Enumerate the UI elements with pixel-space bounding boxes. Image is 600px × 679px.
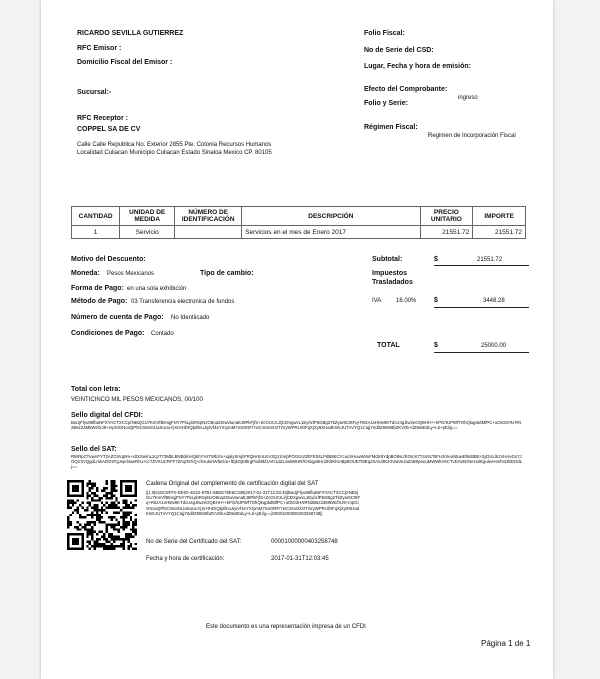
subtotal-underline: [434, 265, 529, 266]
receptor-address-line1: Calle Calle Republica No. Exterior 2855 Pte. Colonia Recursos Humanos: [77, 142, 272, 148]
total-letra-label: Total con letra:: [71, 386, 121, 393]
sello-sat-label: Sello del SAT:: [71, 446, 117, 453]
cell-cantidad: 1: [72, 226, 120, 239]
condiciones-pago-label: Condiciones de Pago:: [71, 330, 145, 337]
page-number: Página 1 de 1: [481, 639, 531, 648]
folio-fiscal-label: Folio Fiscal:: [364, 30, 405, 37]
iva-label: IVA: [372, 298, 382, 304]
sello-cfdi-value: BwJjFfyu95fbaNFXYACTXCCprNB2jGU7KmVfBtHqjFNY7FkLpbRSpNzO6na2SIwvtunaEJ8PkFjfS+ZcOUCrLl/jCDXgwvL1Ey/ixfP5GBg2TkZyar6C0tFq+R8zA1vHMv9KTdcU4gJlw2eOQBHH++kPG/9JPWfTOhQkqp5dMfPC+uOtO2HN RN2B6z23M5Wi/lXJ9+mpGiGNoxQPlSCWoIOLlaSuUuYjXrHHDrQlpl/lnuJiyiVf4eYXrymM7nSGRF/7eiCSrsl4XOTGryWPRUlOFqXjXy9XHadKWcJUTvVYQ1CIqjY6dlIZ906I9bZKV0b+dZ8wtEdLy+L6+pEi/g==: [71, 420, 522, 431]
col-identificacion: NÚMERO DE IDENTIFICACIÓN: [175, 207, 242, 226]
cell-importe: 21551.72: [473, 226, 526, 239]
rfc-emisor-label: RFC Emisor :: [77, 45, 122, 52]
fecha-certificacion-label: Fecha y hora de certificación:: [146, 556, 225, 562]
total-currency: $: [434, 342, 438, 349]
iva-currency: $: [434, 297, 438, 304]
invoice-page: [41, 0, 553, 679]
cadena-label: Cadena Original del complemento de certificación digital del SAT: [146, 481, 319, 487]
table-header-row: [72, 207, 526, 226]
iva-value: 3448.28: [483, 298, 505, 304]
serie-certificado-value: 00001000000403258748: [271, 539, 338, 545]
folio-serie-label: Folio y Serie:: [364, 100, 408, 107]
qr-code: [67, 480, 137, 550]
motivo-descuento-label: Motivo del Descuento:: [71, 256, 146, 263]
iva-rate: 16.00%: [396, 298, 417, 304]
sello-sat-value: RWRpCTvwAFYT2AZC6Vg9m+x0XSwmL2cpT73MbLBNBdmHQkhYVsTWbJm+iqalySmjzFRQHrKnUnV3QJ1m/pPOGUUt2hFE04LPdB8KCYcucSHuwW4vFMdX9YdpBO9sc/EOmX7T4o51TsFHJ/XeuNtuwElbstBBt+2yDULlk1VHHvGx7JOQV3VQgdLmkADG9TgJsprl4aeRhu+ccTZVXUCRFF7ZmjzN7iQ+/SsukmWfaG/a+fEjkGjE8lrgPvdi9kfJA/tr1dZLxw8MHR/lOnlqpi6Hn2K9KKmBp8OUETMEqzSAn38CKh2aVeJaZnB0peeuMWWkV6CTvDAVBzNeHolEguleeHmht43bDOdLj==: [71, 454, 523, 470]
subtotal-currency: $: [434, 256, 438, 263]
cell-precio: 21551.72: [420, 226, 473, 239]
trasladados-label: Trasladados: [372, 279, 413, 286]
impuestos-label: Impuestos: [372, 270, 408, 277]
cell-unidad: Servicio: [120, 226, 175, 239]
rfc-receptor-label: RFC Receptor :: [77, 115, 128, 122]
table-row: [72, 226, 526, 239]
col-cantidad: CANTIDAD: [72, 207, 120, 226]
col-unidad: UNIDAD DE MEDIDA: [120, 207, 175, 226]
cell-descripcion: Servicios en el mes de Enero 2017: [242, 226, 420, 239]
subtotal-value: 21551.72: [477, 257, 503, 263]
receptor-address-line2: Localidad Culiacan Municipio Culiacan Estado Sinaloa Mexico CP. 80105: [77, 150, 272, 156]
iva-underline: [434, 307, 529, 308]
metodo-pago-label: Método de Pago:: [71, 298, 128, 305]
total-letra-value: VEINTICINCO MIL PESOS MEXICANOS, 00/100: [71, 397, 203, 403]
cuenta-pago-value: No Identiicado: [171, 315, 210, 321]
forma-pago-label: Forma de Pago:: [71, 285, 124, 292]
receptor-name: COPPEL SA DE CV: [77, 126, 141, 133]
total-underline: [434, 352, 529, 353]
serie-certificado-label: No de Serie del Certificado del SAT:: [146, 539, 242, 545]
subtotal-label: Subtotal:: [372, 256, 403, 263]
moneda-value: Pesos Mexicanos: [107, 271, 155, 277]
col-importe: IMPORTE: [473, 207, 526, 226]
cadena-value: ||1.0|61DC8FF0-DE00-4D22-87B1-5BEE78E6C338|2017-01-31T12:03:45|BwJjFfyu95fbaNFXYACTXCCprNB2jGU7KmVfBtHqjFNY7FkLpbRSpNzO6na2SIwvtunaEJ8PkFjfS+ZcOUCrLl/jCDXgwvL1Ey/ixfP5GBg2TkZyar6C0tFq+R8zA1vHMv9KTdcU4gJlw2eOQBHH++kPG/9JPWfTOhQkqp5dMfPC+uOtO2HNRN2B6z23M5Wi/lXJ9+mpGiGNoxQPlSCWoIOLlaSuUuYjXrHHDrQlpl/lnuJiyiVf4eYXrymM7nSGRF/7eiCSrsl4XOTGryWPRUlOFqXjXy9XHadKWcJUTvVYQ1CIqjY6dlIZ906I9bZKV0b+dZ8wtEdLy+L6+pEi/g==|00001000000403258748||: [146, 490, 361, 516]
col-descripcion: DESCRIPCIÓN: [242, 207, 420, 226]
tipo-cambio-label: Tipo de cambio:: [200, 270, 254, 277]
fecha-certificacion-value: 2017-01-31T12:03:45: [271, 556, 329, 562]
issuer-name: RICARDO SEVILLA GUTIERREZ: [77, 30, 184, 37]
sello-cfdi-label: Sello digital del CFDI:: [71, 412, 143, 419]
total-value: 25000.00: [481, 343, 507, 349]
cuenta-pago-label: Número de cuenta de Pago:: [71, 314, 164, 321]
domicilio-fiscal-label: Domicilio Fiscal del Emisor :: [77, 59, 173, 66]
condiciones-pago-value: Contado: [151, 331, 174, 337]
cell-identificacion: [175, 226, 242, 239]
metodo-pago-value: 03 Transferencia electronica de fondos: [131, 299, 235, 305]
moneda-label: Moneda:: [71, 270, 100, 277]
efecto-value: ingreso: [458, 95, 478, 101]
lugar-fecha-label: Lugar, Fecha y hora de emisión:: [364, 63, 471, 70]
col-precio: PRECIO UNITARIO: [420, 207, 473, 226]
efecto-label: Efecto del Comprobante:: [364, 86, 448, 93]
serie-csd-label: No de Serie del CSD:: [364, 47, 434, 54]
regimen-value: Regimen de Incorporación Fiscal: [428, 133, 516, 139]
cfdi-representation-note: Este documento es una representación impresa de un CFDI: [206, 624, 366, 630]
total-label: TOTAL: [377, 342, 400, 349]
sucursal-label: Sucursal:-: [77, 89, 112, 96]
regimen-label: Régimen Fiscal:: [364, 124, 418, 131]
forma-pago-value: en una sola exhibición: [127, 286, 187, 292]
items-table: [71, 206, 526, 239]
